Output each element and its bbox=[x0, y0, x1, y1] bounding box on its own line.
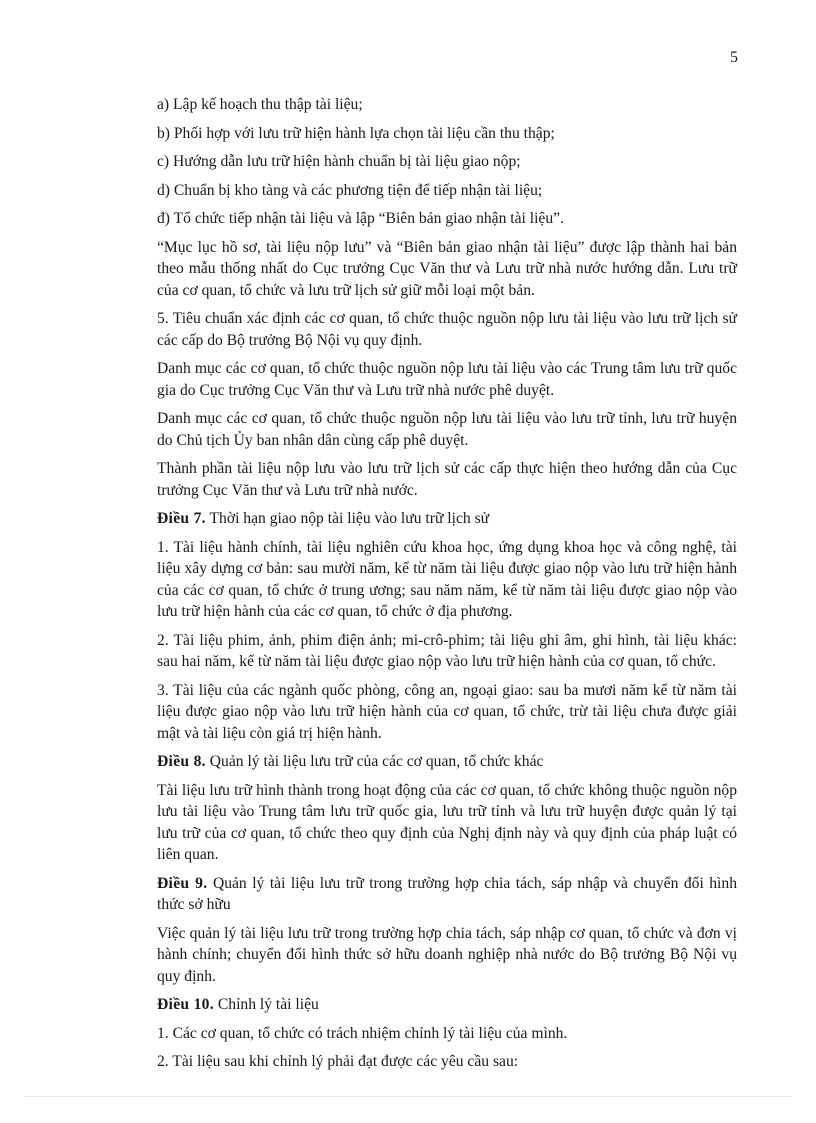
paragraph: 2. Tài liệu sau khi chỉnh lý phải đạt được các yêu cầu sau: bbox=[157, 1053, 519, 1070]
article-label: Điều 9. bbox=[157, 874, 208, 892]
paragraph: “Mục lục hồ sơ, tài liệu nộp lưu” và “Biên bản giao nhận tài liệu” được lập thành hai bản theo mẫu thống nhất do Cục trưởng Cục Văn thư và Lưu trữ nhà nước hướng dẫn. Lưu trữ của cơ quan, tổ chức và lưu trữ lịch sử giữ mỗi loại một bản. bbox=[157, 238, 737, 299]
article-heading bbox=[157, 994, 737, 1016]
article-label: Điều 8. bbox=[157, 753, 206, 770]
paragraph: d) Chuẩn bị kho tàng và các phương tiện để tiếp nhận tài liệu; bbox=[157, 181, 543, 199]
paragraph: 1. Tài liệu hành chính, tài liệu nghiên cứu khoa học, ứng dụng khoa học và công nghệ, tài liệu xây dựng cơ bản: sau mười năm, kể từ năm tài liệu được giao nộp vào lưu trữ hiện hành của các cơ quan, tổ chức ở trung ương; sau năm năm, kể từ năm tài liệu được giao nộp vào lưu trữ hiện hành của các cơ quan, tổ chức ở địa phương. bbox=[157, 538, 737, 620]
page-number: 5 bbox=[730, 49, 738, 66]
article-label: Điều 7. bbox=[157, 510, 206, 527]
paragraph: đ) Tổ chức tiếp nhận tài liệu và lập “Biên bản giao nhận tài liệu”. bbox=[157, 210, 564, 227]
paragraph: 1. Các cơ quan, tổ chức có trách nhiệm chỉnh lý tài liệu của mình. bbox=[157, 1024, 568, 1042]
page-bottom-rule bbox=[25, 1096, 791, 1097]
article-heading bbox=[157, 873, 737, 916]
paragraph: b) Phối hợp với lưu trữ hiện hành lựa chọn tài liệu cần thu thập; bbox=[157, 124, 555, 142]
article-title: Thời hạn giao nộp tài liệu vào lưu trữ lịch sử bbox=[205, 510, 490, 527]
paragraph: Tài liệu lưu trữ hình thành trong hoạt động của các cơ quan, tổ chức không thuộc nguồn nộp lưu tài liệu vào Trung tâm lưu trữ quốc gia, lưu trữ tỉnh và lưu trữ huyện được quản lý tại lưu trữ của cơ quan, tổ chức theo quy định của Nghị định này và quy định của pháp luật có liên quan. bbox=[157, 781, 737, 863]
article-title: Quản lý tài liệu lưu trữ của các cơ quan, tổ chức khác bbox=[205, 753, 544, 770]
article-title: Chỉnh lý tài liệu bbox=[213, 996, 319, 1013]
paragraph: Danh mục các cơ quan, tổ chức thuộc nguồn nộp lưu tài liệu vào các Trung tâm lưu trữ quốc gia do Cục trưởng Cục Văn thư và Lưu trữ nhà nước phê duyệt. bbox=[157, 360, 737, 399]
article-title: Quản lý tài liệu lưu trữ trong trường hợp chia tách, sáp nhập và chuyển đổi hình thức sở hữu bbox=[157, 874, 737, 913]
article-heading bbox=[157, 508, 737, 530]
paragraph: 3. Tài liệu của các ngành quốc phòng, công an, ngoại giao: sau ba mươi năm kể từ năm tài liệu được giao nộp vào lưu trữ hiện hành của cơ quan, tổ chức, trừ tài liệu chưa được giải mật và tài liệu còn giá trị hiện hành. bbox=[157, 681, 737, 742]
paragraph: c) Hướng dẫn lưu trữ hiện hành chuẩn bị tài liệu giao nộp; bbox=[157, 153, 521, 170]
paragraph: 2. Tài liệu phim, ảnh, phim điện ảnh; mi-crô-phim; tài liệu ghi âm, ghi hình, tài liệu khác: sau hai năm, kể từ năm tài liệu được giao nộp vào lưu trữ hiện hành của cơ quan, tổ chức. bbox=[157, 631, 737, 670]
paragraph: a) Lập kế hoạch thu thập tài liệu; bbox=[157, 96, 363, 113]
paragraph: Danh mục các cơ quan, tổ chức thuộc nguồn nộp lưu tài liệu vào lưu trữ tỉnh, lưu trữ huyện do Chủ tịch Ủy ban nhân dân cùng cấp phê duyệt. bbox=[157, 410, 737, 449]
article-heading bbox=[157, 751, 737, 773]
paragraph: Thành phần tài liệu nộp lưu vào lưu trữ lịch sử các cấp thực hiện theo hướng dẫn của Cục trưởng Cục Văn thư và Lưu trữ nhà nước. bbox=[157, 460, 737, 499]
document-body bbox=[157, 94, 737, 1080]
article-label: Điều 10. bbox=[157, 996, 214, 1013]
paragraph: 5. Tiêu chuẩn xác định các cơ quan, tổ chức thuộc nguồn nộp lưu tài liệu vào lưu trữ lịch sử các cấp do Bộ trưởng Bộ Nội vụ quy định. bbox=[157, 310, 737, 349]
paragraph: Việc quản lý tài liệu lưu trữ trong trường hợp chia tách, sáp nhập cơ quan, tổ chức và đơn vị hành chính; chuyển đổi hình thức sở hữu doanh nghiệp nhà nước do Bộ trưởng Bộ Nội vụ quy định. bbox=[157, 924, 737, 985]
